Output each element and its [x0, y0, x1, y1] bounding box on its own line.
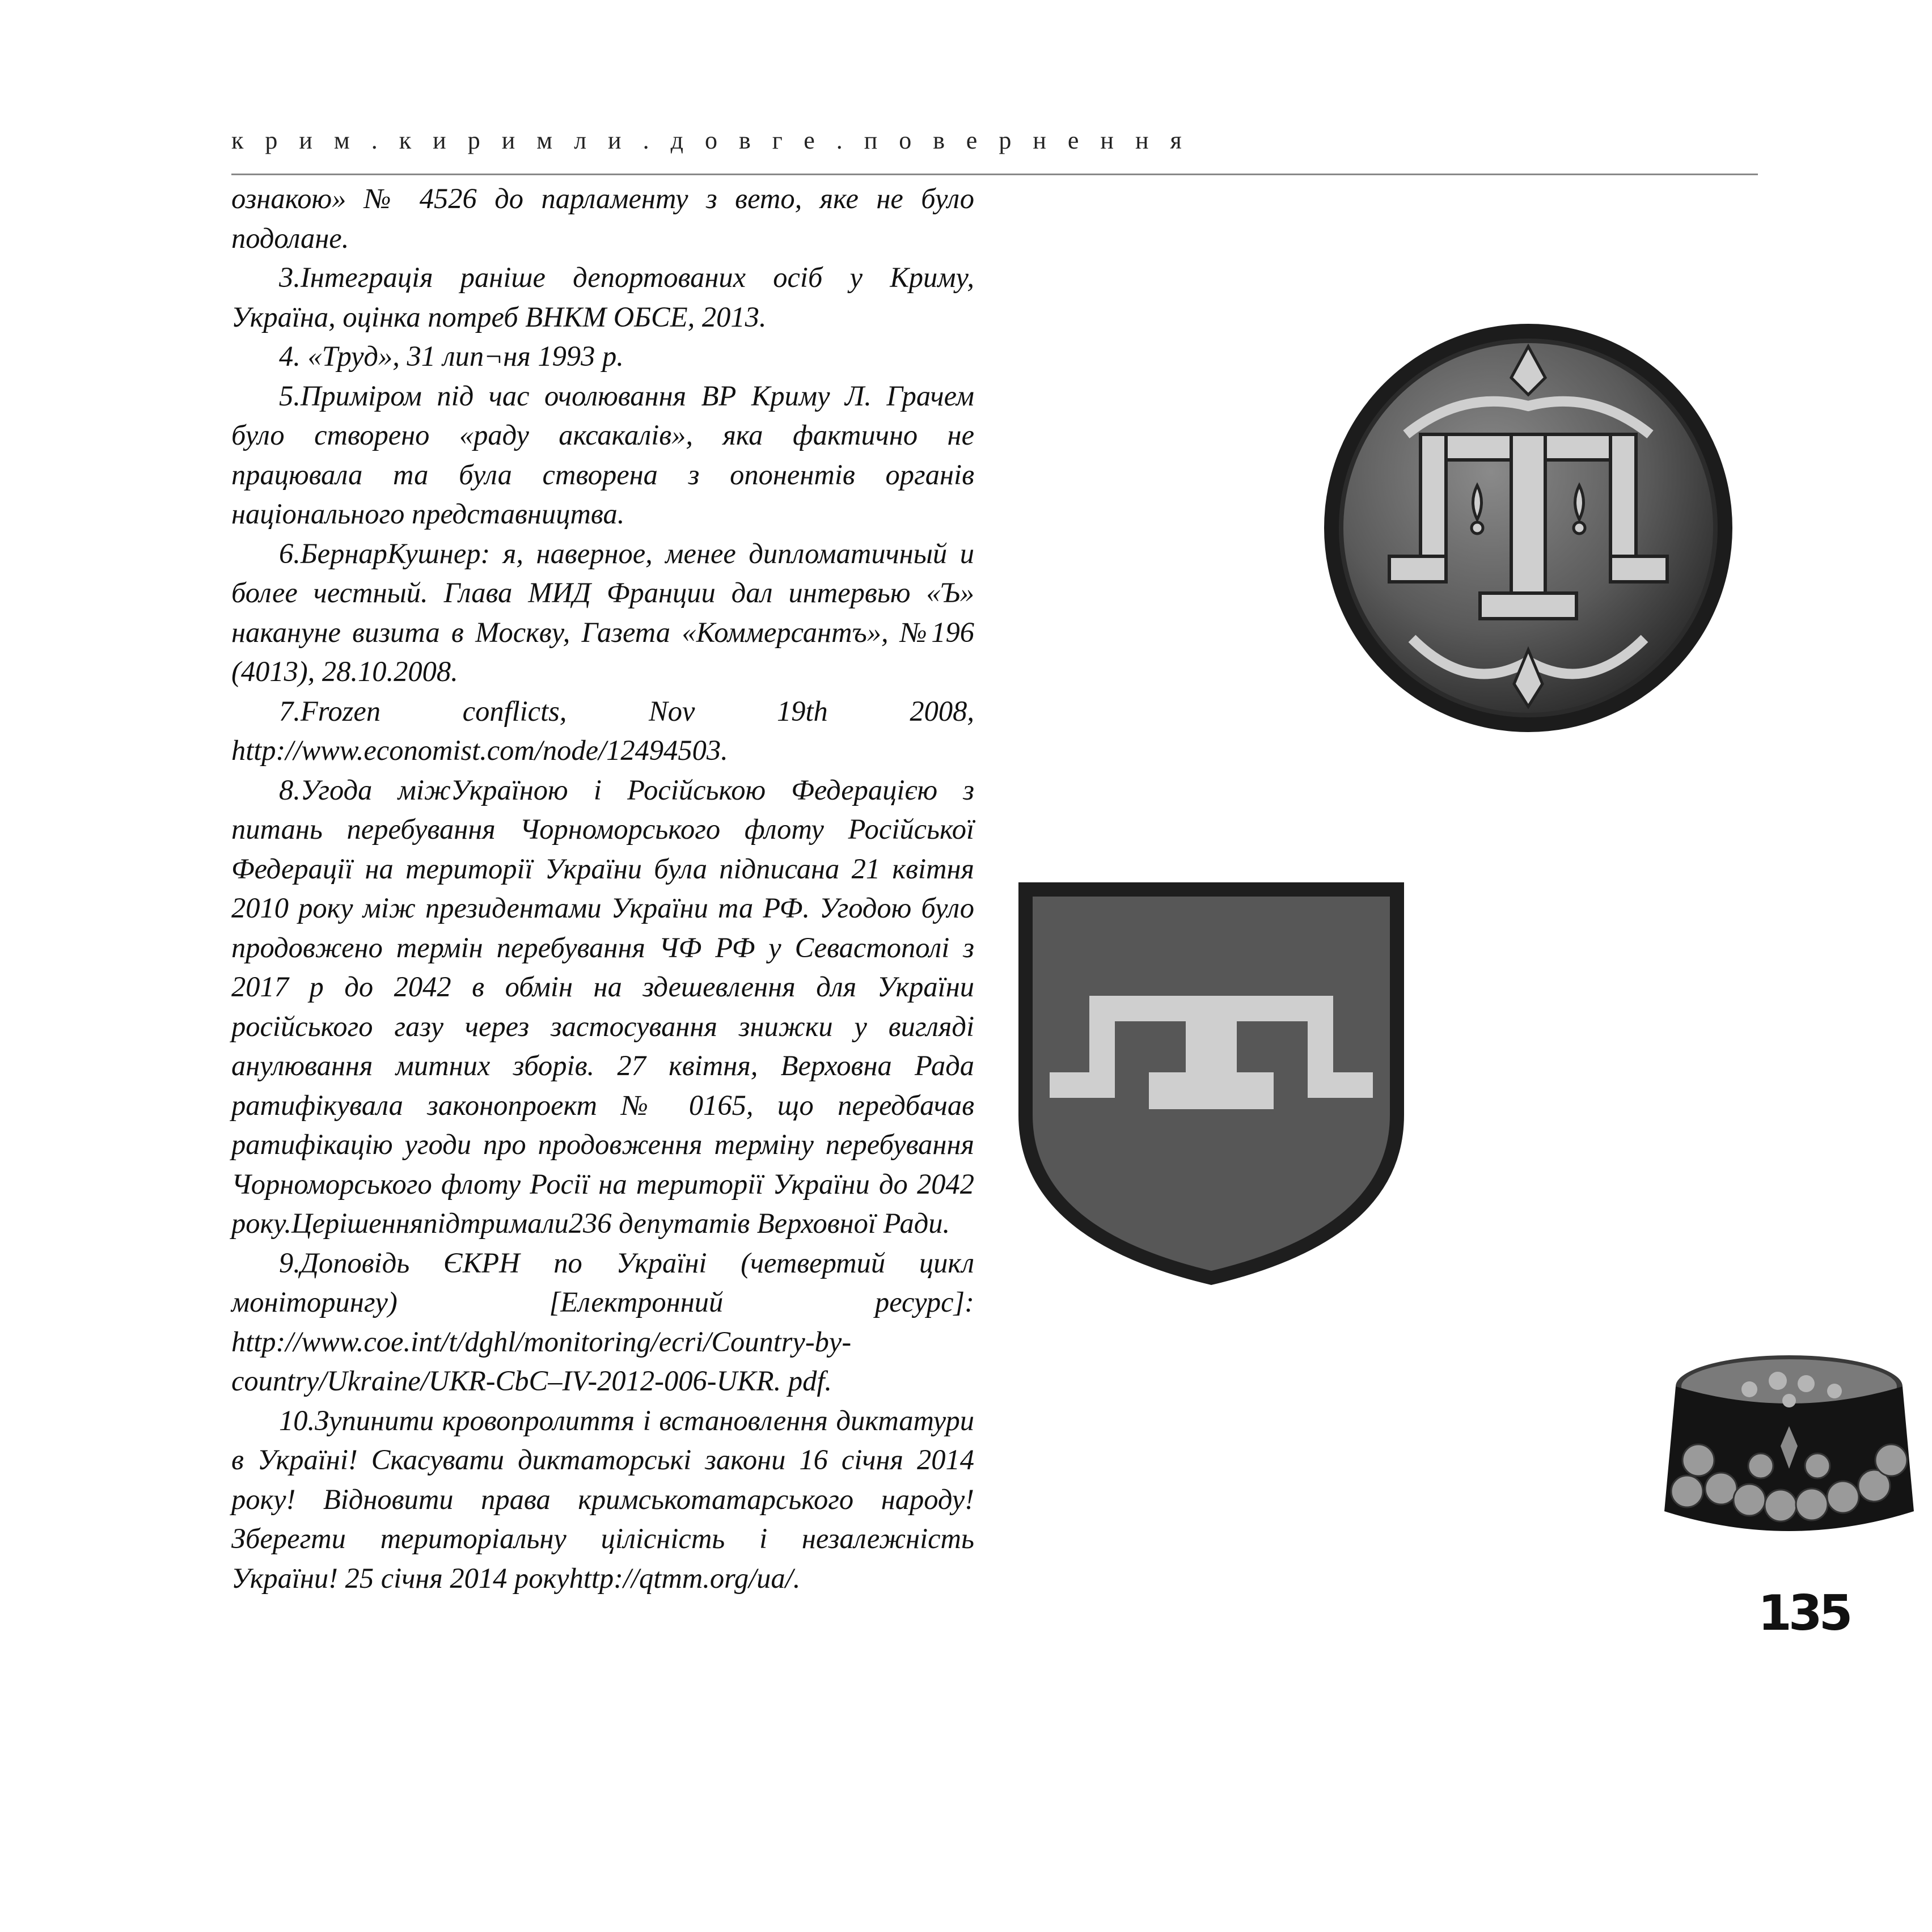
- note-continuation: ознакою» № 4526 до парламенту з вето, яке не було подолане.: [231, 183, 974, 254]
- note-4: 4. «Труд», 31 лип¬ня 1993 р.: [279, 340, 624, 372]
- note-5: 5.Приміром під час очолювання ВР Криму Л. Грачем було створено «раду аксакалів», яка фактично не працювала та була створена з опонентів органів національного представництва.: [231, 379, 974, 530]
- note-6: 6.БернарКушнер: я, наверное, менее дипломатичный и более честный. Глава МИД Франции дал интервью «Ъ» накануне визита в Москву, Газета «Коммерсантъ», №196 (4013), 28.10.2008.: [231, 537, 974, 687]
- note-10: 10.Зупинити кровопролиття і встановлення диктатури в Україні! Скасувати диктаторські закони 16 січня 2014 року! Відновити права кримськотатарського народу! Зберегти територіальну цілісність і незалежність України! 25 січня 2014 рокуhttp://qtmm.org/ua/.: [231, 1404, 974, 1594]
- header-rule: [231, 174, 1758, 175]
- page-number: 135: [1758, 1585, 1850, 1642]
- endnotes: [231, 179, 974, 1598]
- note-9: 9.Доповідь ЄКРН по Україні (четвертий цикл моніторингу) [Електронний ресурс]: http://www.coe.int/t/dghl/monitoring/ecri/Country-by-country/Ukraine/UKR-CbC–IV-2012-006-UKR. pdf.: [231, 1246, 974, 1397]
- note-8: 8.Угода міжУкраїною і Російською Федерацією з питань перебування Чорноморського флоту Російської Федерації на території України була підписана 21 квітня 2010 року між президентами України та РФ. Угодою було продовжено термін перебування ЧФ РФ у Севастополі з 2017 р до 2042 в обмін на здешевлення для України російського газу через застосування знижки у вигляді анулювання митних зборів. 27 квітня, Верховна Рада ратифікувала законопроект № 0165, що передбачав ратифікацію угоди про продовження терміну перебування Чорноморського флоту Росії на території України до 2042 року.Церішенняпідтримали236 депутатів Верховної Ради.: [231, 773, 974, 1239]
- coin-fez-image: [1647, 1347, 1931, 1545]
- note-3: 3.Інтеграція раніше депортованих осіб у Криму, Україна, оцінка потреб ВНКМ ОБСЕ, 2013.: [231, 261, 974, 333]
- note-7: 7.Frozen conflicts, Nov 19th 2008, http://www.economist.com/node/12494503.: [231, 695, 974, 766]
- tamga-shield-image: [1013, 877, 1410, 1291]
- running-header: крим.киримли.довге.повернення: [231, 126, 1203, 154]
- tamga-medallion-image: [1321, 321, 1735, 735]
